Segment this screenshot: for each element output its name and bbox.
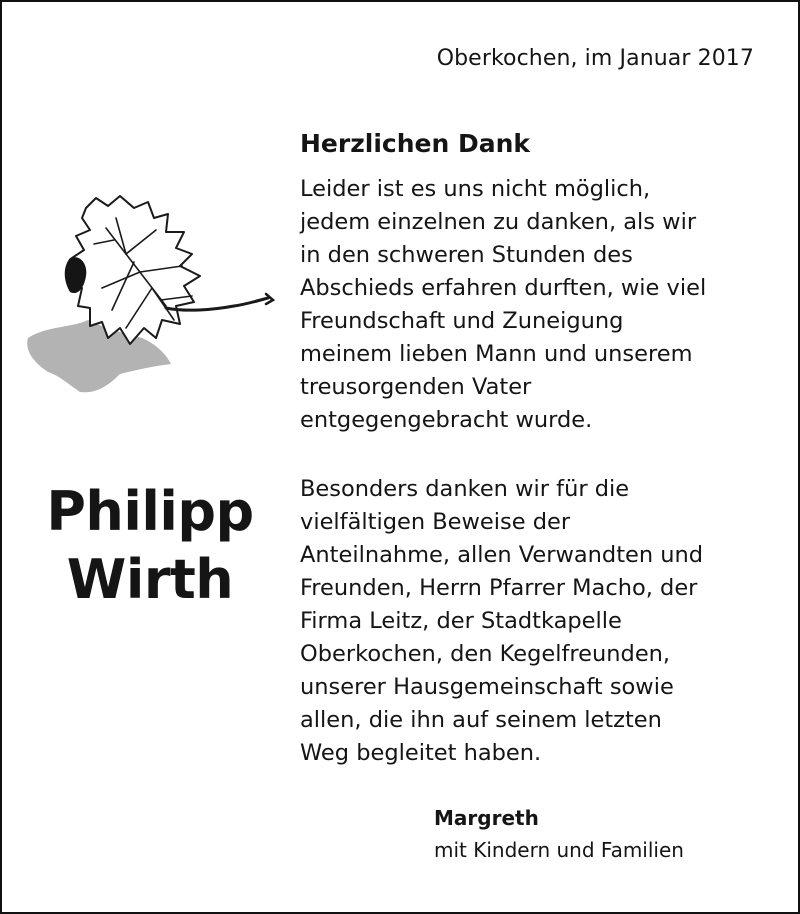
signer-block — [434, 802, 684, 866]
paragraph-line: vielfältigen Beweise der — [300, 509, 571, 535]
paragraph-line: unserer Hausgemeinschaft sowie — [300, 674, 674, 700]
paragraph-line: entgegengebracht wurde. — [300, 407, 593, 433]
paragraph-line: Abschieds erfahren durften, wie viel — [300, 275, 707, 301]
paragraph-line: Firma Leitz, der Stadtkapelle — [300, 608, 622, 634]
paragraph-line: Weg begleitet haben. — [300, 740, 542, 766]
thanks-paragraph-2 — [300, 473, 703, 770]
paragraph-line: Oberkochen, den Kegelfreunden, — [300, 641, 671, 667]
name-last: Wirth — [66, 548, 234, 611]
paragraph-line: Leider ist es uns nicht möglich, — [300, 176, 651, 202]
heading: Herzlichen Dank — [300, 129, 531, 158]
paragraph-line: Freunden, Herrn Pfarrer Macho, der — [300, 575, 698, 601]
deceased-name — [2, 478, 298, 614]
thanks-paragraph-1 — [300, 173, 706, 437]
place-date: Oberkochen, im Januar 2017 — [436, 46, 754, 71]
paragraph-line: allen, die ihn auf seinem letzten — [300, 707, 662, 733]
maple-leaf-icon — [16, 188, 278, 398]
signer-line: mit Kindern und Familien — [434, 838, 684, 862]
signer-name: Margreth — [434, 806, 539, 830]
paragraph-line: Anteilnahme, allen Verwandten und — [300, 542, 704, 568]
name-first: Philipp — [46, 480, 254, 543]
paragraph-line: Besonders danken wir für die — [300, 476, 630, 502]
paragraph-line: in den schweren Stunden des — [300, 242, 633, 268]
paragraph-line: treusorgenden Vater — [300, 374, 532, 400]
paragraph-line: meinem lieben Mann und unserem — [300, 341, 693, 367]
paragraph-line: Freundschaft und Zuneigung — [300, 308, 624, 334]
paragraph-line: jedem einzelnen zu danken, als wir — [300, 209, 697, 235]
